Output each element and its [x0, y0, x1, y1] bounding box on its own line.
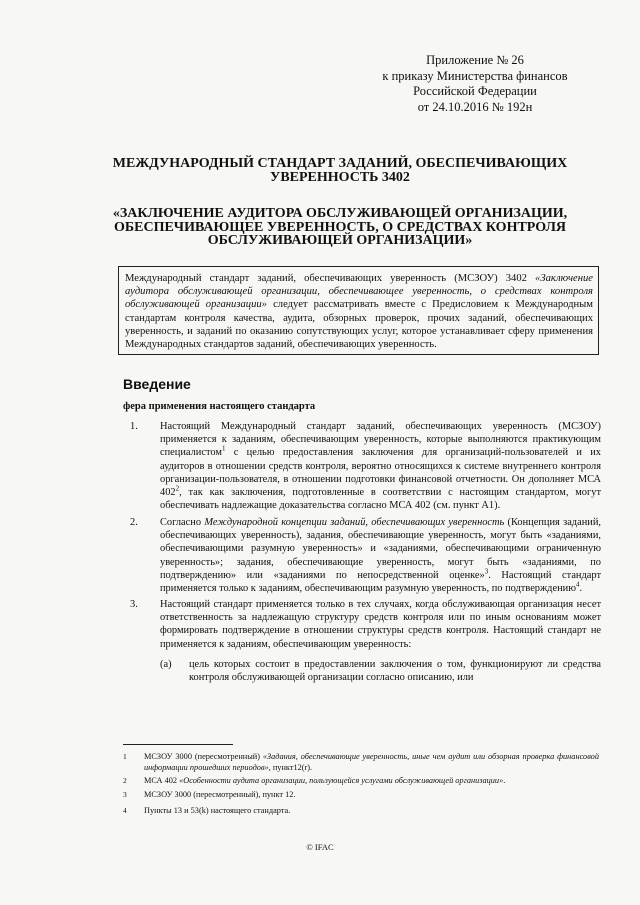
intro-text-start: Международный стандарт заданий, обеспечивающих уверенность (МСЗОУ) 3402 — [125, 273, 536, 284]
intro-text-end: следует рассматривать вместе с Предисловием к Международным стандартам контроля качества, аудита, обзорных проверок, прочих заданий, обеспечивающих уверенность, и заданий по оказанию сопутствующих услуг, которое устанавливает сферу применения Международных стандартов заданий, обеспечивающих уверенность. — [125, 299, 593, 351]
list-item-text: цель которых состоит в предоставлении заключения о том, функционируют ли средства контроля обслуживающей организации согласно описанию, или — [189, 659, 601, 684]
footnote-ref: 1 — [221, 444, 226, 453]
title-line: МЕЖДУНАРОДНЫЙ СТАНДАРТ ЗАДАНИЙ, ОБЕСПЕЧИВАЮЩИХ — [112, 156, 568, 171]
paragraph-text-part: . Настоящий стандарт применяется только к заданиям, обеспечивающим разумную уверенность, по подтверждению — [160, 569, 601, 595]
paragraph-number: 2. — [130, 517, 138, 528]
document-title — [100, 157, 580, 185]
footnote-ref: 4 — [575, 580, 580, 589]
intro-text — [125, 272, 593, 351]
paragraph-text-part: , так как заключения, подготовленные в соответствии с настоящим стандартом, могут обеспечивать надлежащие доказательства согласно МСА 402 (см. пункт А1). — [160, 487, 601, 512]
page-footer: © IFAC — [306, 842, 334, 852]
footnote-divider — [123, 744, 233, 745]
footnote-text: МСЗОУ 3000 (пересмотренный), пункт 12. — [144, 790, 296, 799]
footnote-text-part: МСЗОУ 3000 (пересмотренный) — [144, 752, 263, 761]
title-line: УВЕРЕННОСТЬ 3402 — [270, 170, 410, 185]
footnote-ref: 3 — [484, 567, 489, 576]
footnote-text-italic: «Особенности аудита организации, пользующейся услугами обслуживающей организации» — [179, 776, 504, 785]
footnote-number: 1 — [123, 752, 127, 761]
appendix-line: к приказу Министерства финансов — [382, 68, 568, 83]
paragraph-text-part: с целью предоставления заключения для организаций-пользователей и их аудиторов в отношении средств контроля, вероятно относящихся к системе внутреннего контроля организации-пользователя, в отношении подготовки финансовой отчетности. Он дополняет МСА 402 — [160, 447, 601, 499]
footnote-text-part: МСА 402 — [144, 776, 180, 785]
footnote-ref: 2 — [175, 484, 180, 493]
paragraph-text-part: Согласно — [160, 517, 205, 528]
footnote-number: 3 — [123, 790, 127, 799]
footnote-text-italic: «Задания, обеспечивающие уверенность, иные чем аудит или обзорная проверка финансовой информации прошедших периодов» — [144, 752, 599, 772]
footnote-number: 2 — [123, 776, 127, 785]
appendix-line: от 24.10.2016 № 192н — [417, 99, 533, 114]
subtitle-line: ОБСЛУЖИВАЮЩЕЙ ОРГАНИЗАЦИИ» — [207, 233, 473, 248]
list-item-label: (a) — [160, 659, 172, 670]
section-heading: Введение — [123, 376, 191, 392]
footnote-text — [144, 776, 599, 787]
paragraph-number: 3. — [130, 599, 138, 610]
paragraph-text — [160, 516, 601, 595]
paragraph-text-part: (Концепция заданий, обеспечивающих уверенность), задания, обеспечивающие уверенность, могут быть «заданиями, обеспечивающими разумную уверенность» и «заданиями, обеспечивающими ограниченную уверенность»; задания, обеспечивающие уверенность, могут быть «заданиями, по подтверждению» или «заданиями по непосредственной оценке» — [160, 517, 601, 581]
subtitle-line: ОБЕСПЕЧИВАЮЩЕЕ УВЕРЕННОСТЬ, О СРЕДСТВАХ КОНТРОЛЯ — [113, 219, 567, 235]
footnote-number: 4 — [123, 806, 127, 815]
intro-text-italic: «Заключение аудитора обслуживающей организации, обеспечивающее уверенность, о средствах контроля обслуживающей организации» — [125, 273, 593, 311]
intro-box — [118, 266, 599, 355]
paragraph-text-part: . — [579, 583, 583, 595]
footnote-text-part: , пункт12(r). — [268, 762, 313, 772]
appendix-line: Российской Федерации — [413, 84, 537, 98]
appendix-line: Приложение № 26 — [426, 53, 524, 67]
paragraph-text-part: Настоящий Международный стандарт заданий, обеспечивающих уверенность (МСЗОУ) применяется к заданиям, обеспечивающим уверенность, которые выполняются практикующим специалистом — [160, 421, 601, 459]
footnote-text — [144, 752, 599, 773]
subtitle-line: «ЗАКЛЮЧЕНИЕ АУДИТОРА ОБСЛУЖИВАЮЩЕЙ ОРГАНИЗАЦИИ, — [112, 206, 568, 221]
paragraph-text-italic: Международной концепции заданий, обеспечивающих уверенность — [204, 517, 505, 528]
footnote-text-part: . — [503, 776, 506, 785]
footnote-text: Пункты 13 и 53(k) настоящего стандарта. — [144, 806, 291, 815]
paragraph-text: Настоящий стандарт применяется только в тех случаях, когда обслуживающая организация несет ответственность за надлежащую структуру средств контроля или по иным основаниям может формировать подтверждение в отношении структуры средств контроля. Настоящий стандарт не применяется к заданиям, обеспечивающим уверенность: — [160, 599, 601, 650]
paragraph-text — [160, 420, 601, 512]
document-subtitle — [100, 207, 580, 248]
paragraph-number: 1. — [130, 421, 138, 432]
subsection-heading: фера применения настоящего стандарта — [123, 401, 316, 412]
appendix-header — [360, 53, 590, 115]
